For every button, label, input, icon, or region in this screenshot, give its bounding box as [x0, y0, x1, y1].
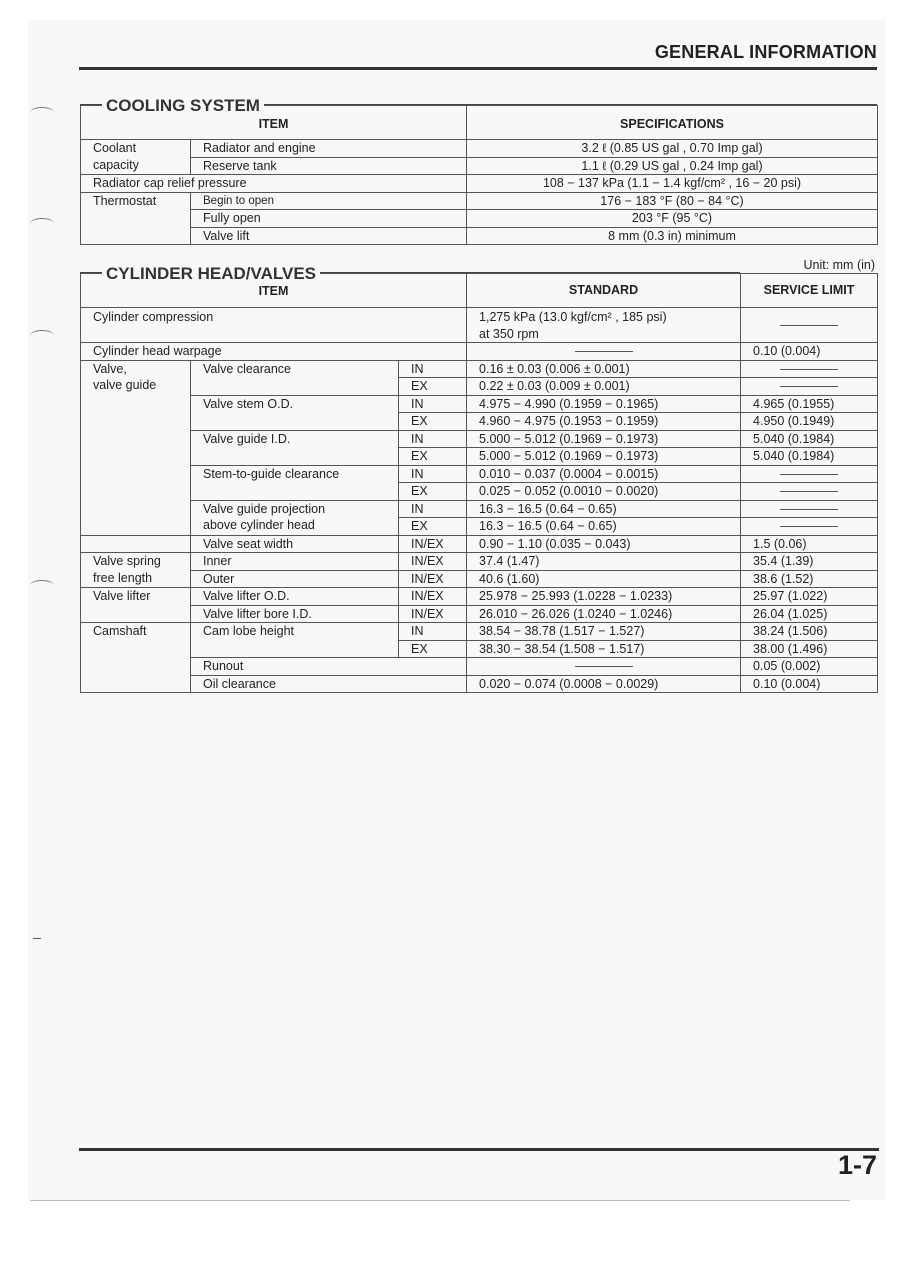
valve-lift-label: Valve lift: [191, 227, 467, 245]
valve-stem-ex-standard: 4.960 − 4.975 (0.1953 − 0.1959): [467, 413, 741, 431]
column-header-item: ITEM: [81, 106, 467, 140]
fully-open-label: Fully open: [191, 210, 467, 228]
side-in: IN: [399, 465, 467, 483]
valve-group-label: Valve, valve guide: [81, 360, 191, 535]
camshaft-label: Camshaft: [81, 623, 191, 693]
cam-lobe-ex-standard: 38.30 − 38.54 (1.508 − 1.517): [467, 640, 741, 658]
column-header-specifications: SPECIFICATIONS: [467, 106, 878, 140]
valve-guide-projection-label: Valve guide projection above cylinder head: [191, 500, 399, 535]
stem-to-guide-clearance-label: Stem-to-guide clearance: [191, 465, 399, 500]
no-limit-dash: [741, 483, 878, 501]
column-header-standard: STANDARD: [467, 274, 741, 308]
radiator-and-engine-label: Radiator and engine: [191, 140, 467, 158]
valve-stem-in-limit: 4.965 (0.1955): [741, 395, 878, 413]
valve-lifter-bore-label: Valve lifter bore I.D.: [191, 605, 399, 623]
valve-seat-width-standard: 0.90 − 1.10 (0.035 − 0.043): [467, 535, 741, 553]
page-header-title: GENERAL INFORMATION: [654, 42, 877, 62]
radiator-and-engine-value: 3.2 ℓ (0.85 US gal , 0.70 Imp gal): [467, 140, 878, 158]
side-in-ex: IN/EX: [399, 588, 467, 606]
binder-hole-mark: [30, 330, 54, 341]
no-limit-dash: [741, 500, 878, 518]
cylinder-compression-value: 1,275 kPa (13.0 kgf/cm² , 185 psi) at 350 rpm: [467, 308, 741, 343]
cam-lobe-in-limit: 38.24 (1.506): [741, 623, 878, 641]
side-in: IN: [399, 395, 467, 413]
valve-stem-in-standard: 4.975 − 4.990 (0.1959 − 0.1965): [467, 395, 741, 413]
valve-lift-value: 8 mm (0.3 in) minimum: [467, 227, 878, 245]
side-in: IN: [399, 430, 467, 448]
row-label-coolant-capacity: Coolant capacity: [81, 140, 191, 175]
valve-spring-label: Valve spring free length: [81, 553, 191, 588]
no-limit-dash: [741, 360, 878, 378]
valve-guide-in-limit: 5.040 (0.1984): [741, 430, 878, 448]
valve-stem-od-label: Valve stem O.D.: [191, 395, 399, 430]
side-in-ex: IN/EX: [399, 605, 467, 623]
cylinder-head-valves-table: [80, 273, 878, 693]
runout-limit: 0.05 (0.002): [741, 658, 878, 676]
thermostat-label: Thermostat: [81, 192, 191, 245]
valve-lifter-od-standard: 25.978 − 25.993 (1.0228 − 1.0233): [467, 588, 741, 606]
reserve-tank-value: 1.1 ℓ (0.29 US gal , 0.24 Imp gal): [467, 157, 878, 175]
no-standard-dash: [467, 343, 741, 361]
side-in: IN: [399, 500, 467, 518]
cam-lobe-height-label: Cam lobe height: [191, 623, 399, 658]
valve-clearance-label: Valve clearance: [191, 360, 399, 395]
cam-lobe-in-standard: 38.54 − 38.78 (1.517 − 1.527): [467, 623, 741, 641]
no-limit-dash: [741, 518, 878, 536]
side-ex: EX: [399, 448, 467, 466]
oil-clearance-limit: 0.10 (0.004): [741, 675, 878, 693]
projection-ex-standard: 16.3 − 16.5 (0.64 − 0.65): [467, 518, 741, 536]
side-in-ex: IN/EX: [399, 553, 467, 571]
outer-spring-standard: 40.6 (1.60): [467, 570, 741, 588]
begin-to-open-label: Begin to open: [191, 192, 467, 210]
cylinder-head-valves-title: CYLINDER HEAD/VALVES: [102, 264, 320, 284]
valve-guide-in-standard: 5.000 − 5.012 (0.1969 − 0.1973): [467, 430, 741, 448]
runout-label: Runout: [191, 658, 467, 676]
binder-hole-mark: [30, 107, 54, 118]
side-ex: EX: [399, 378, 467, 396]
no-limit-dash: [741, 378, 878, 396]
binder-hole-mark: [30, 580, 54, 591]
inner-spring-label: Inner: [191, 553, 399, 571]
cylinder-compression-label: Cylinder compression: [81, 308, 467, 343]
inner-spring-limit: 35.4 (1.39): [741, 553, 878, 571]
projection-in-standard: 16.3 − 16.5 (0.64 − 0.65): [467, 500, 741, 518]
side-ex: EX: [399, 483, 467, 501]
valve-clearance-in-standard: 0.16 ± 0.03 (0.006 ± 0.001): [467, 360, 741, 378]
no-limit-dash: [741, 308, 878, 343]
oil-clearance-standard: 0.020 − 0.074 (0.0008 − 0.0029): [467, 675, 741, 693]
reserve-tank-label: Reserve tank: [191, 157, 467, 175]
cooling-system-table: [80, 105, 878, 245]
valve-lifter-od-label: Valve lifter O.D.: [191, 588, 399, 606]
column-header-item: ITEM: [81, 274, 467, 308]
binder-hole-mark: [30, 218, 54, 229]
inner-spring-standard: 37.4 (1.47): [467, 553, 741, 571]
valve-group-continuation: [81, 535, 191, 553]
margin-mark: [33, 938, 41, 939]
cylinder-head-warpage-label: Cylinder head warpage: [81, 343, 467, 361]
radiator-cap-relief-value: 108 − 137 kPa (1.1 − 1.4 kgf/cm² , 16 − 20 psi): [467, 175, 878, 193]
oil-clearance-label: Oil clearance: [191, 675, 467, 693]
outer-spring-label: Outer: [191, 570, 399, 588]
valve-guide-ex-standard: 5.000 − 5.012 (0.1969 − 0.1973): [467, 448, 741, 466]
side-in-ex: IN/EX: [399, 535, 467, 553]
page-bottom-edge: [30, 1200, 850, 1201]
valve-stem-ex-limit: 4.950 (0.1949): [741, 413, 878, 431]
begin-to-open-value: 176 − 183 °F (80 − 84 °C): [467, 192, 878, 210]
outer-spring-limit: 38.6 (1.52): [741, 570, 878, 588]
valve-clearance-ex-standard: 0.22 ± 0.03 (0.009 ± 0.001): [467, 378, 741, 396]
cylinder-head-warpage-limit: 0.10 (0.004): [741, 343, 878, 361]
side-in: IN: [399, 360, 467, 378]
side-ex: EX: [399, 413, 467, 431]
valve-lifter-bore-standard: 26.010 − 26.026 (1.0240 − 1.0246): [467, 605, 741, 623]
no-limit-dash: [741, 465, 878, 483]
valve-seat-width-limit: 1.5 (0.06): [741, 535, 878, 553]
side-in: IN: [399, 623, 467, 641]
valve-lifter-label: Valve lifter: [81, 588, 191, 623]
side-in-ex: IN/EX: [399, 570, 467, 588]
page-number: 1-7: [837, 1150, 877, 1180]
footer-rule: [79, 1148, 879, 1151]
cam-lobe-ex-limit: 38.00 (1.496): [741, 640, 878, 658]
valve-guide-id-label: Valve guide I.D.: [191, 430, 399, 465]
valve-guide-ex-limit: 5.040 (0.1984): [741, 448, 878, 466]
radiator-cap-relief-label: Radiator cap relief pressure: [81, 175, 467, 193]
stem-guide-in-standard: 0.010 − 0.037 (0.0004 − 0.0015): [467, 465, 741, 483]
stem-guide-ex-standard: 0.025 − 0.052 (0.0010 − 0.0020): [467, 483, 741, 501]
side-ex: EX: [399, 518, 467, 536]
valve-lifter-bore-limit: 26.04 (1.025): [741, 605, 878, 623]
cooling-system-title: COOLING SYSTEM: [102, 96, 264, 116]
valve-lifter-od-limit: 25.97 (1.022): [741, 588, 878, 606]
unit-note: Unit: mm (in): [803, 258, 875, 272]
fully-open-value: 203 °F (95 °C): [467, 210, 878, 228]
column-header-service-limit: SERVICE LIMIT: [741, 274, 878, 308]
valve-seat-width-label: Valve seat width: [191, 535, 399, 553]
header-rule: [79, 67, 877, 70]
no-standard-dash: [467, 658, 741, 676]
side-ex: EX: [399, 640, 467, 658]
